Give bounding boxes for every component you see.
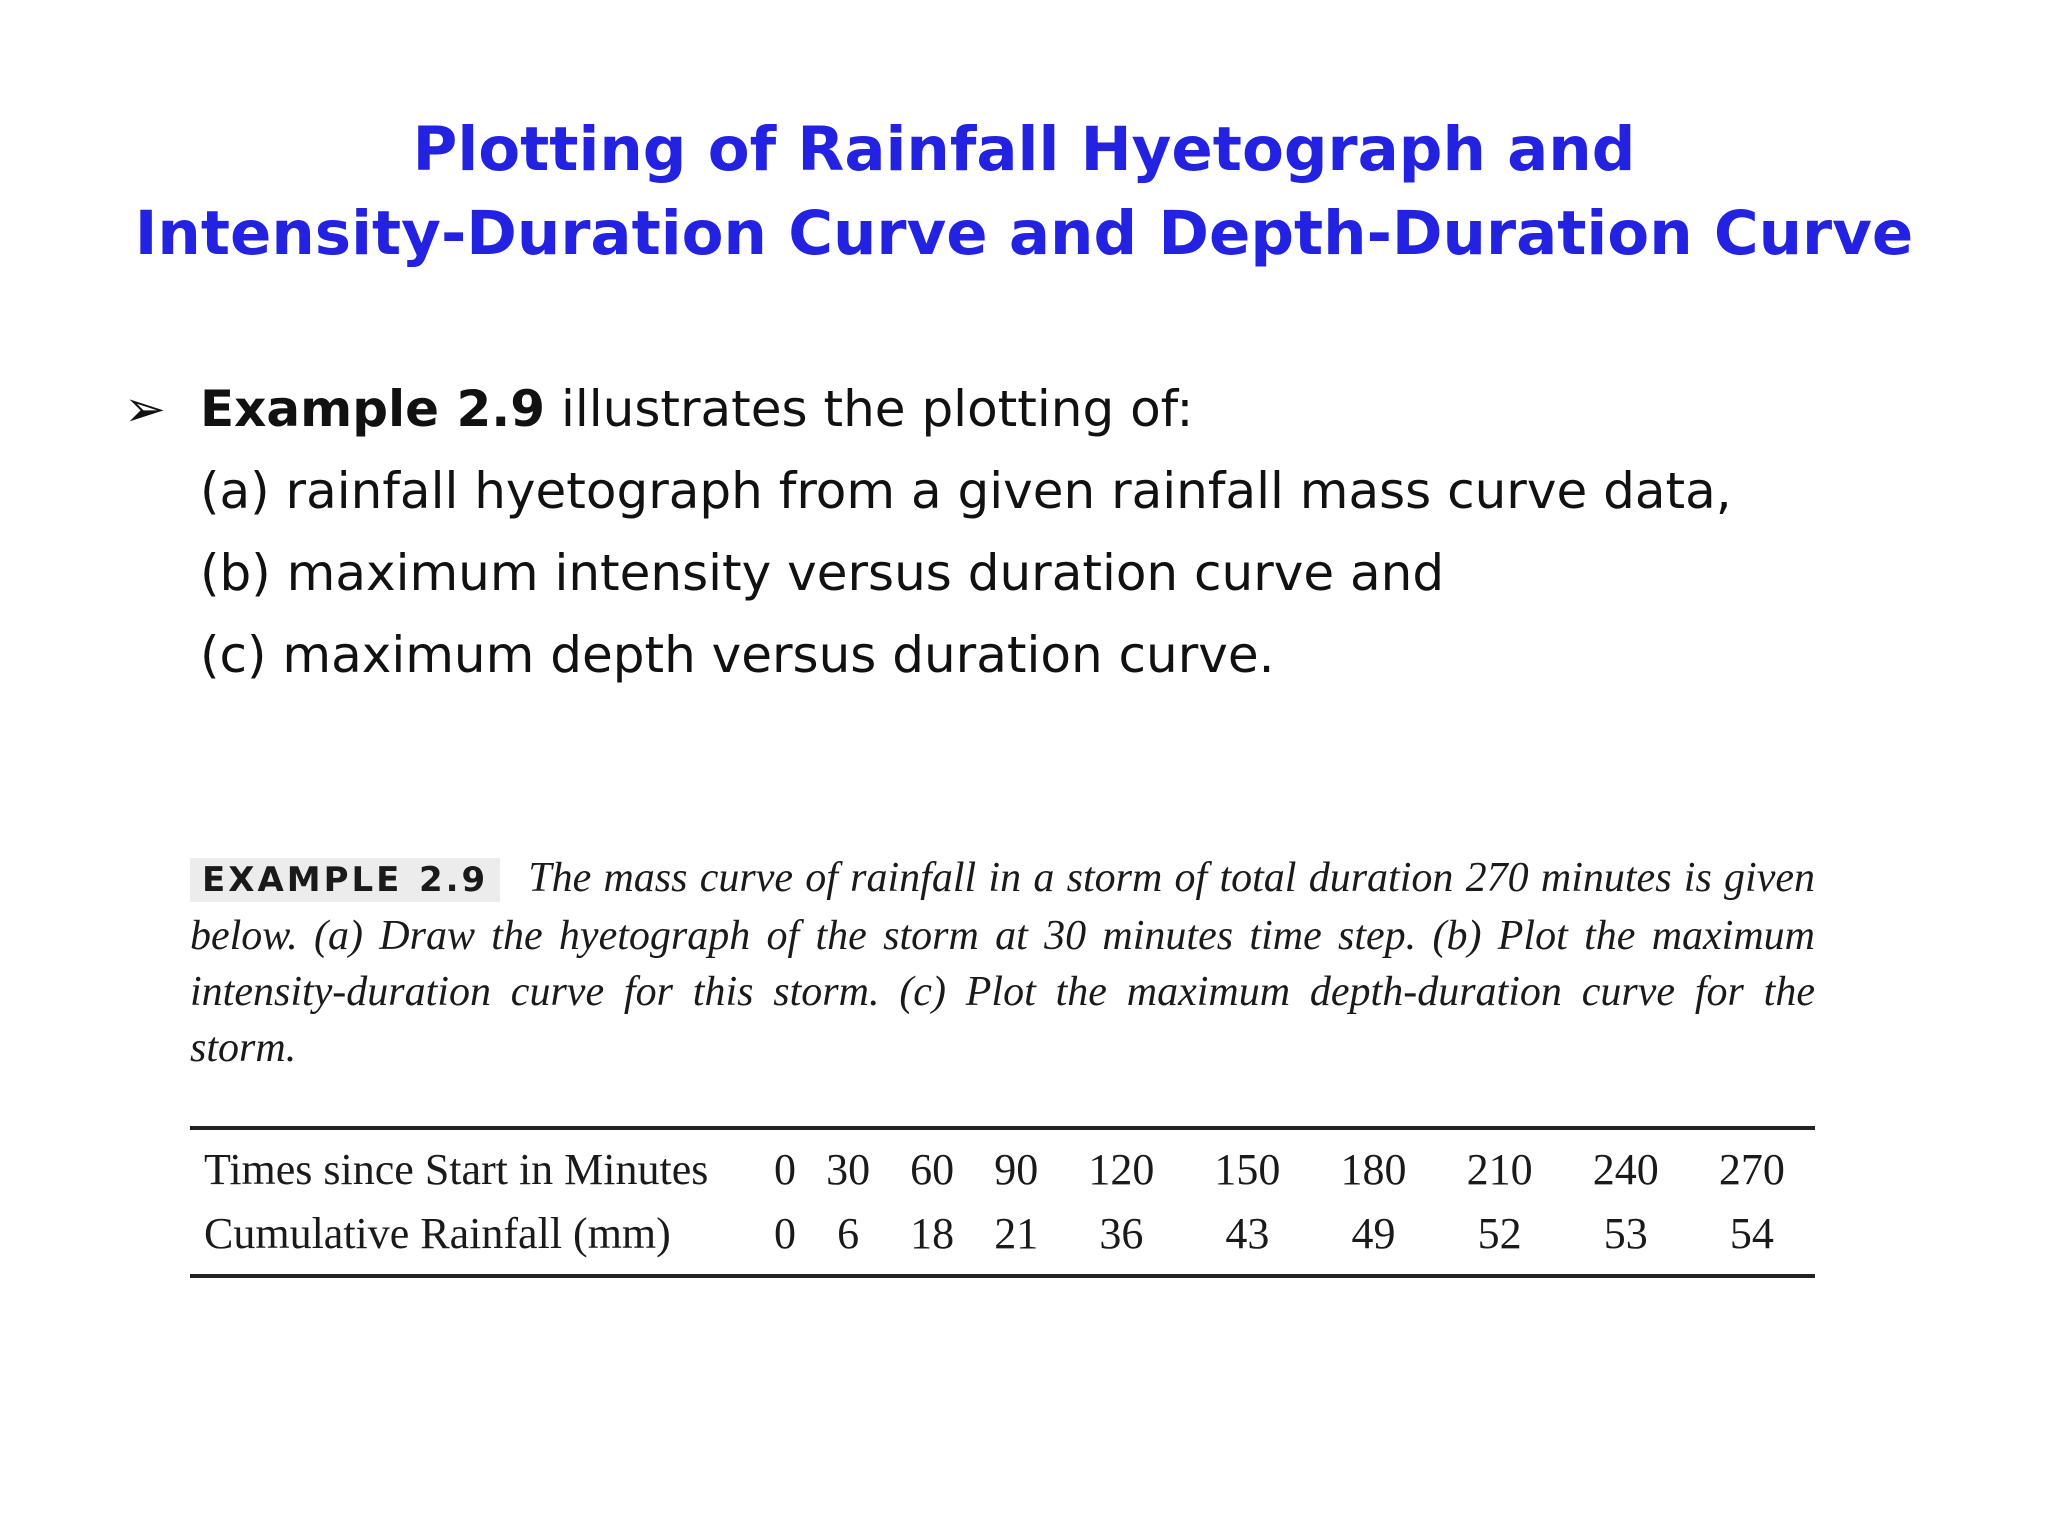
table-cell: 53 [1603, 1209, 1648, 1258]
example-excerpt [190, 850, 1815, 1278]
bullet-item-a: (a) rainfall hyetograph from a given rainfall mass curve data, [200, 462, 1732, 520]
table-cell: 52 [1477, 1209, 1522, 1258]
bullet-block [124, 368, 1924, 696]
table-cell: 43 [1225, 1209, 1270, 1258]
table-cell: 6 [837, 1209, 860, 1258]
table-cell: 90 [994, 1145, 1039, 1194]
table-cell: 21 [994, 1209, 1039, 1258]
title-line-2: Intensity-Duration Curve and Depth-Duration Curve [134, 198, 1914, 269]
example-paragraph [190, 850, 1815, 1076]
title-line-1: Plotting of Rainfall Hyetograph and [412, 114, 1636, 185]
table-cell: 60 [910, 1145, 955, 1194]
table-cell: 0 [774, 1145, 797, 1194]
rainfall-table [190, 1126, 1815, 1278]
bullet-intro-text: illustrates the plotting of: [545, 380, 1194, 438]
example-reference: Example 2.9 [200, 380, 546, 438]
table-cell: 240 [1592, 1145, 1659, 1194]
table-cell: 120 [1088, 1145, 1155, 1194]
example-text: The mass curve of rainfall in a storm of total duration 270 minutes is given below. (a) Draw the hyetograph of the storm at 30 minutes time step. (b) Plot the maximum intensity-duration curve for this storm. (c) Plot the maximum depth-duration curve for the storm. [190, 855, 1815, 1071]
example-label: EXAMPLE 2.9 [190, 858, 500, 902]
arrow-bullet-icon: ➢ [124, 380, 166, 438]
table-cell: 270 [1718, 1145, 1785, 1194]
slide-title [0, 108, 2048, 276]
bullet-item-c: (c) maximum depth versus duration curve. [200, 626, 1275, 684]
table-cell: 0 [774, 1209, 797, 1258]
bullet-item-b: (b) maximum intensity versus duration curve and [200, 544, 1445, 602]
row-label-times: Times since Start in Minutes [204, 1145, 709, 1194]
table-cell: 30 [826, 1145, 871, 1194]
table-cell: 210 [1466, 1145, 1533, 1194]
table-cell: 54 [1729, 1209, 1774, 1258]
table-cell: 49 [1351, 1209, 1396, 1258]
table-row-times [190, 1128, 1815, 1202]
table-row-rainfall [190, 1202, 1815, 1276]
bullet-intro [124, 368, 1924, 450]
table-cell: 150 [1214, 1145, 1281, 1194]
table-cell: 36 [1099, 1209, 1144, 1258]
table-cell: 18 [910, 1209, 955, 1258]
row-label-rainfall: Cumulative Rainfall (mm) [204, 1209, 671, 1258]
table-cell: 180 [1340, 1145, 1407, 1194]
